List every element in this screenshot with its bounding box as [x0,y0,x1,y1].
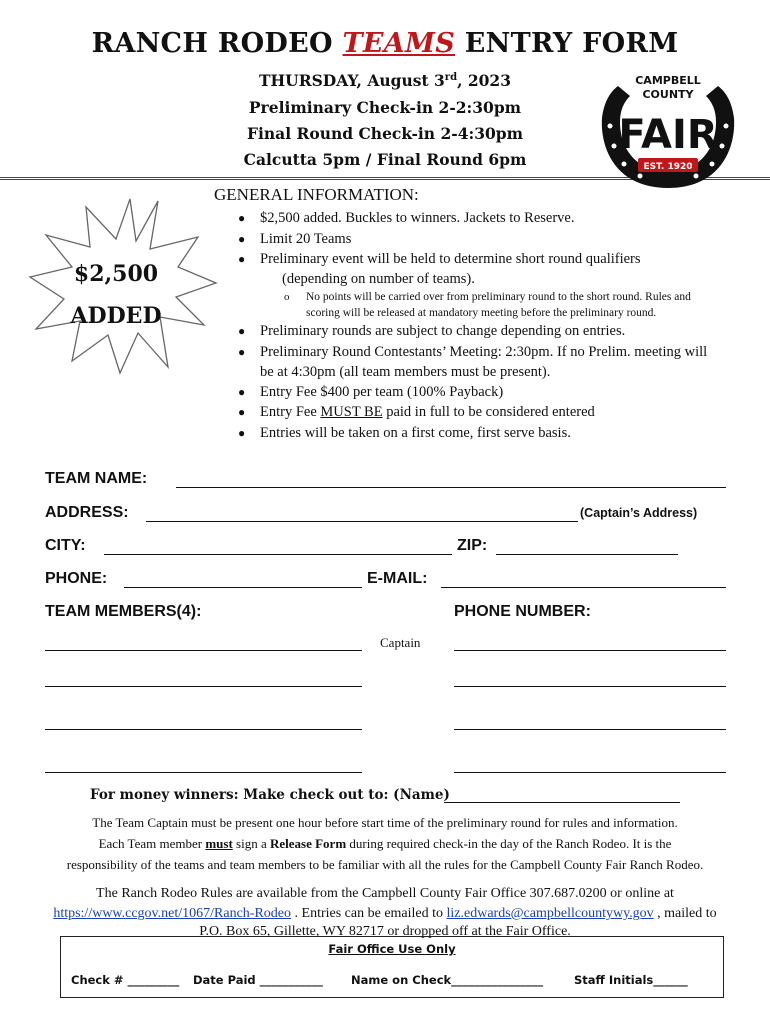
calcutta-time: Calcutta 5pm / Final Round 6pm [243,150,527,169]
member-4-phone-field[interactable] [454,772,726,773]
member-1-field[interactable] [45,650,362,651]
address-field[interactable] [146,521,578,522]
event-date [170,71,600,90]
notes-must: must [205,836,233,851]
phone-field[interactable] [124,587,362,588]
info-text-2: Limit 20 Teams [260,231,352,247]
info-sub-bullet [284,289,691,305]
check-number-field: Check # _________ [71,973,180,987]
info-bullet-5: ● Preliminary Round Contestants’ Meeting: 2:30pm. If no Prelim. meeting will [238,344,708,360]
notes-line-2-post: during required check-in the day of the Ranch Rodeo. It is the [346,836,672,851]
staff-initials-field: Staff Initials______ [574,973,688,987]
logo-line1: CAMPBELL [635,74,701,87]
city-field[interactable] [104,554,452,555]
team-members-label: TEAM MEMBERS(4): [45,603,202,620]
general-info-heading: GENERAL INFORMATION: [214,185,419,204]
address-label: ADDRESS: [45,504,129,521]
burst-amount: $2,500 [73,261,159,287]
rules-line-1: The Ranch Rodeo Rules are available from the Campbell County Fair Office 307.687.0200 or online at [96,886,674,901]
name-on-check-field: Name on Check________________ [351,973,544,987]
info-text-4: Preliminary rounds are subject to change depending on entries. [260,323,626,339]
notes-line-1: The Team Captain must be present one hour before start time of the preliminary round for rules and information. [92,815,678,830]
rules-post-text: , mailed to [653,906,717,921]
captain-address-note: (Captain’s Address) [580,506,698,520]
info-text-7-underlined: MUST BE [320,404,383,420]
notes-line-2-pre: Each Team member [98,836,206,851]
date-prefix: THURSDAY, August 3 [259,71,445,90]
info-bullet-1: ● $2,500 added. Buckles to winners. Jackets to Reserve. [238,210,575,226]
date-paid-field: Date Paid ___________ [193,973,323,987]
info-text-3a: Preliminary event will be held to determine short round qualifiers [260,251,641,267]
member-2-phone-field[interactable] [454,686,726,687]
date-suffix: , 2023 [457,71,511,90]
info-bullet-6: ● Entry Fee $400 per team (100% Payback) [238,384,504,400]
info-bullet-7: ● Entry Fee MUST BE paid in full to be considered entered [238,404,595,420]
date-sup: rd [444,71,458,83]
fair-office-use-box [60,936,724,998]
info-text-7-pre: Entry Fee [260,404,321,420]
member-4-field[interactable] [45,772,362,773]
info-text-8: Entries will be taken on a first come, first serve basis. [260,425,571,441]
page-title [0,28,770,59]
added-starburst [28,197,218,377]
captain-label: Captain [380,635,421,650]
title-teams: TEAMS [342,28,456,59]
info-sub-text-a: No points will be carried over from preliminary round to the short round. Rules and [306,291,691,303]
phone-number-label: PHONE NUMBER: [454,603,591,620]
logo-fair: FAIR [618,112,718,158]
info-bullet-3: ● Preliminary event will be held to determine short round qualifiers [238,251,641,267]
title-part2: ENTRY FORM [455,28,679,59]
member-3-field[interactable] [45,729,362,730]
info-sub-text-b: scoring will be released at mandatory meeting before the preliminary round. [306,307,657,319]
notes-line-2 [30,833,740,854]
logo-line2: COUNTY [642,88,694,101]
notes-line-3: responsibility of the teams and team members to be familiar with all the rules for the Campbell County Fair Ranch Rodeo. [66,857,704,872]
burst-label: ADDED [70,303,162,329]
info-text-1: $2,500 added. Buckles to winners. Jackets to Reserve. [260,210,575,226]
member-3-phone-field[interactable] [454,729,726,730]
member-2-field[interactable] [45,686,362,687]
rules-line-3: P.O. Box 65, Gillette, WY 82717 or dropped off at the Fair Office. [199,924,571,939]
final-checkin: Final Round Check-in 2-4:30pm [246,124,524,143]
rules-url-link[interactable]: https://www.ccgov.net/1067/Ranch-Rodeo [53,906,292,921]
team-name-label: TEAM NAME: [45,470,148,487]
phone-label: PHONE: [45,570,108,587]
info-bullet-4: ● Preliminary rounds are subject to change depending on entries. [238,323,626,339]
info-bullet-2: ● Limit 20 Teams [238,231,352,247]
info-bullet-8: ● Entries will be taken on a first come, first serve basis. [238,425,571,441]
check-payee-field[interactable] [444,802,680,803]
email-field[interactable] [441,587,726,588]
release-form-text: Release Form [270,836,347,851]
entry-email-link[interactable]: liz.edwards@campbellcountywy.gov [446,906,654,921]
prelim-checkin: Preliminary Check-in 2-2:30pm [248,98,522,117]
title-part1: RANCH RODEO [91,28,343,59]
money-winners-label: For money winners: Make check out to: (Name) [90,787,450,803]
member-1-phone-field[interactable] [454,650,726,651]
team-name-field[interactable] [176,487,726,488]
zip-label: ZIP: [457,537,488,554]
rules-mid-text: . Entries can be emailed to [291,906,447,921]
logo-est: EST. 1920 [643,162,693,172]
info-text-7-post: paid in full to be considered entered [382,404,595,420]
city-label: CITY: [45,537,86,554]
campbell-county-fair-logo [594,66,742,196]
sub-bullet-marker: o [284,291,290,303]
notes-line-2-mid: sign a [232,836,270,851]
zip-field[interactable] [496,554,678,555]
info-text-3b: (depending on number of teams). [282,271,475,287]
info-text-6: Entry Fee $400 per team (100% Payback) [260,384,504,400]
office-title: Fair Office Use Only [328,942,456,956]
info-text-5b: be at 4:30pm (all team members must be present). [260,364,551,380]
email-label: E-MAIL: [367,570,428,587]
info-text-5a: Preliminary Round Contestants’ Meeting: 2:30pm. If no Prelim. meeting will [260,344,708,360]
